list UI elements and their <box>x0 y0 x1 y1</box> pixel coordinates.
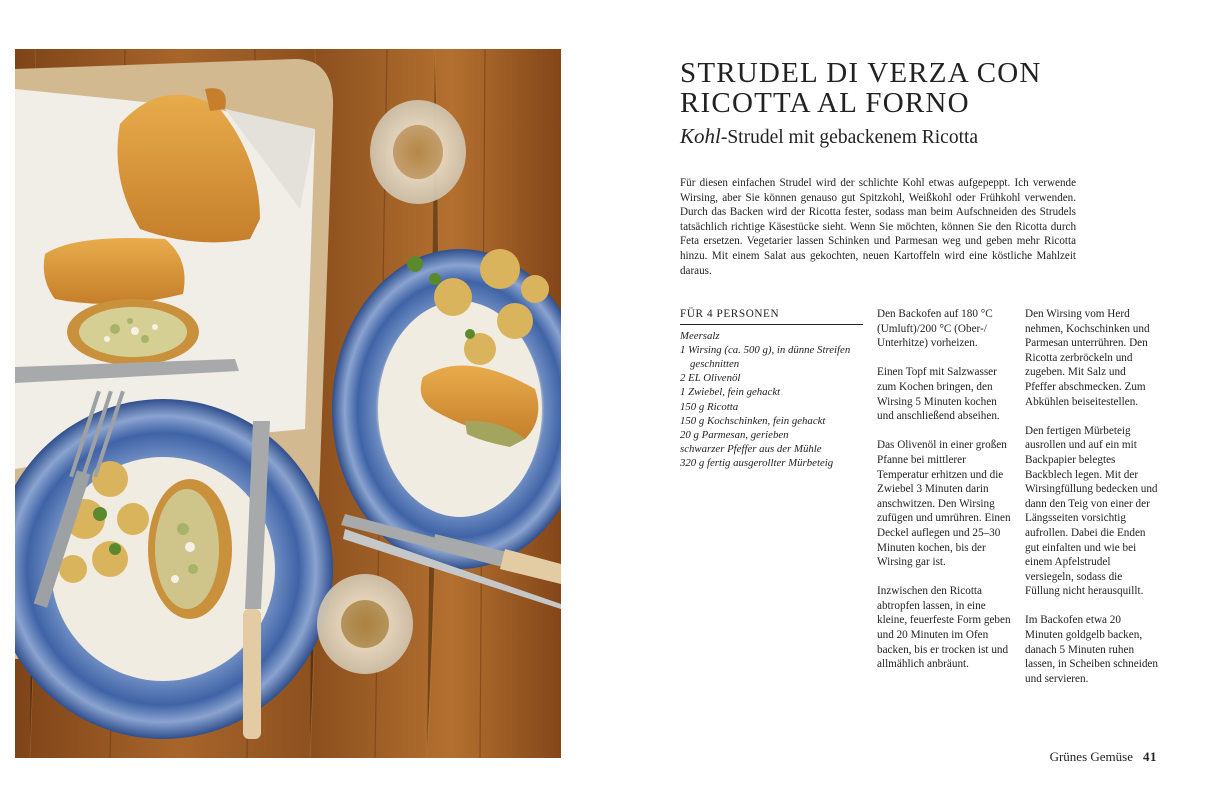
section-name: Grünes Gemüse <box>1049 749 1133 764</box>
recipe-title: STRUDEL DI VERZA CON RICOTTA AL FORNO <box>680 57 1042 119</box>
method-step: Das Olivenöl in einer großen Pfanne bei mittlerer Temperatur erhitzen und die Zwiebel 3 Minuten darin anschwitzen. Den Wirsing zufügen und umrühren. Einen Deckel auflegen und 25–30 Minuten kochen, bis der Wirsing gar ist. <box>877 439 1011 569</box>
method-step: Inzwischen den Ricotta abtropfen lassen, in eine kleine, feuerfeste Form geben und 20 Minuten im Ofen backen, bis er trocken ist und allmählich anbräunt. <box>877 585 1011 671</box>
ingredient-item: Meersalz <box>680 329 720 342</box>
ingredient-item: 1 Wirsing (ca. 500 g), in dünne Streifen geschnitten <box>680 343 851 370</box>
subtitle-rest: -Strudel mit gebackenem Ricotta <box>720 127 979 148</box>
method-step: Im Backofen etwa 20 Minuten goldgelb backen, danach 5 Minuten ruhen lassen, in Scheiben schneiden und servieren. <box>1025 614 1158 685</box>
ingredient-item: 20 g Parmesan, gerieben <box>680 429 789 442</box>
method-column-1 <box>877 307 1011 686</box>
method-step: Den Wirsing vom Herd nehmen, Kochschinken und Parmesan unterrühren. Den Ricotta zerbröckeln und zugeben. Mit Salz und Pfeffer abschmecken. Zum Abkühlen beiseitestellen. <box>1025 308 1150 408</box>
ingredient-item: 2 EL Olivenöl <box>680 372 741 385</box>
method-column-2 <box>1025 307 1159 701</box>
method-step: Einen Topf mit Salzwasser zum Kochen bringen, den Wirsing 5 Minuten kochen und anschließend abseihen. <box>877 366 1000 423</box>
ingredient-item: schwarzer Pfeffer aus der Mühle <box>680 443 822 456</box>
method-step: Den fertigen Mürbeteig ausrollen und auf ein mit Backpapier belegtes Backblech legen. Mit der Wirsingfüllung bedecken und dann den Teig von einer der Längsseiten vorsichtig aufrollen. Dabei die Enden gut einfalten und wie bei einem Apfelstrudel versiegeln, sodass die Füllung nicht herausquillt. <box>1025 424 1158 598</box>
ingredient-item: 320 g fertig ausgerollter Mürbeteig <box>680 457 834 470</box>
method-step: Den Backofen auf 180 °C (Umluft)/200 °C (Ober-/ Unterhitze) vorheizen. <box>877 308 993 350</box>
recipe-photo <box>15 49 561 758</box>
ingredient-item: 150 g Kochschinken, fein gehackt <box>680 414 826 427</box>
page-number: 41 <box>1143 749 1157 764</box>
ingredient-item: 1 Zwiebel, fein gehackt <box>680 386 781 399</box>
ingredient-item: 150 g Ricotta <box>680 400 739 413</box>
subtitle-keyword: Kohl <box>680 124 721 148</box>
ingredient-list <box>680 329 863 471</box>
ingredients-column <box>680 307 863 471</box>
recipe-intro: Für diesen einfachen Strudel wird der schlichte Kohl etwas aufgepeppt. Ich verwende Wirsing, aber Sie können genauso gut Spitzkohl, Weißkohl oder Frühkohl verwenden. Durch das Backen wird der Ricotta fester, sodass man beim Aufschneiden des Strudels tatsächlich richtige Käsestücke sieht. Wenn Sie möchten, können Sie den Ricotta durch Feta ersetzen. Vegetarier lassen Schinken und Parmesan weg und geben mehr Ricotta hinzu. Mit einem Salat aus gekochten, neuen Kartoffeln wird eine köstliche Mahlzeit daraus. <box>680 177 1076 277</box>
serves-heading: FÜR 4 PERSONEN <box>680 307 863 325</box>
recipe-subtitle <box>680 124 1180 149</box>
page-footer <box>1050 749 1157 765</box>
